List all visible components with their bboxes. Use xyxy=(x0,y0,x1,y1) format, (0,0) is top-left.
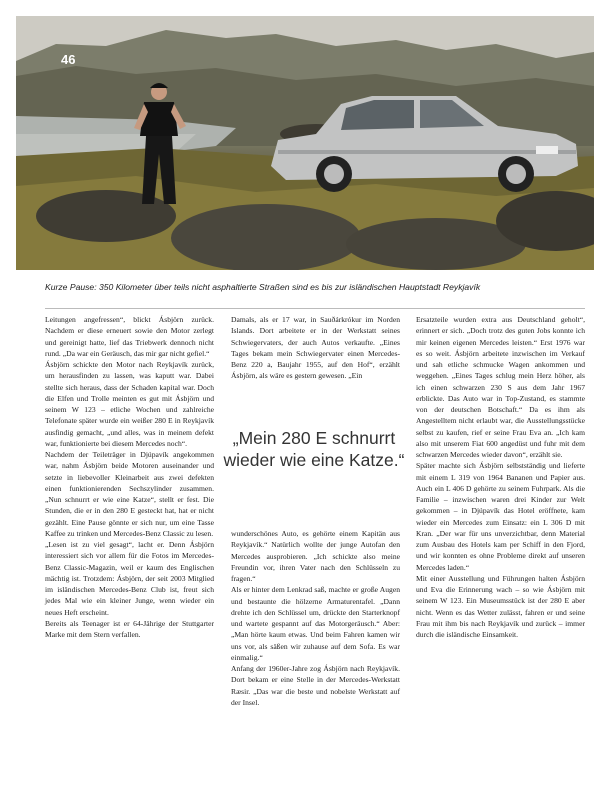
text-column-2-bottom xyxy=(231,528,400,708)
pull-quote: „Mein 280 E schnurrt wieder wie eine Katze.“ xyxy=(223,428,405,470)
photo-caption: Kurze Pause: 350 Kilometer über teils nicht asphaltierte Straßen sind es bis zur isländischen Hauptstadt Reykjavík xyxy=(45,282,481,292)
page-number: 46 xyxy=(61,52,76,67)
paragraph: Als er hinter dem Lenkrad saß, machte er große Augen und bestaunte die hölzerne Armaturentafel. „Dann drehte ich den Schlüssel um, drückte den Starterknopf und wartete gespannt auf das Motorgeräusch.“ Aber: „Man hörte kaum etwas. Und beim Fahren kamen wir uns vor, als säßen wir zuhause auf dem Sofa. Es war einmalig.“ xyxy=(231,585,400,662)
landscape-car-illustration xyxy=(16,16,594,270)
paragraph: Später machte sich Ásbjörn selbstständig und lieferte mit einem L 319 von 1964 Bananen und Papier aus. Auch ein L 406 D gehörte zu seinem Fuhrpark. Als die Familie – inzwischen waren drei Kinder zur Welt gekommen – in Djúpavík das Hotel eröffnete, kam wieder ein Mercedes zum Einsatz: ein L 306 D mit Kran. „Der war für uns unverzichtbar, denn Material zum Ausbau des Hotels kam per Schiff in den Fjord, und wir konnten es ohne Probleme direkt auf unseren Mercedes laden.“ xyxy=(416,461,585,572)
paragraph: Damals, als er 17 war, in Sauðárkrókur im Norden Islands. Dort arbeitete er in der Werkstatt seines Schwiegervaters, der auch Autos verkaufte. „Eines Tages bekam mein Schwiegervater einen Mercedes-Benz 220 a, Baujahr 1955, auf den Hof“, erzählt Ásbjörn, als wäre es gestern gewesen. „Ein xyxy=(231,315,400,381)
paragraph: „Lesen ist zu viel gesagt“, lacht er. Denn Ásbjörn interessiert sich vor allem für die Fotos im Mercedes-Benz Classic-Magazin, weil er kaum des Englischen mächtig ist. Trotzdem: Ásbjörn, der seit 2003 Mitglied im isländischen Mercedes-Benz Club ist, freut sich jedes Mal wie ein kleiner Junge, wenn wieder ein neues Heft erscheint. xyxy=(45,540,214,617)
text-column-1 xyxy=(45,314,214,640)
paragraph: Mit einer Ausstellung und Führungen halten Ásbjörn und Eva die Erinnerung wach – so wie Ásbjörn mit seinem W 123. Ein Museumsstück ist der 280 E aber nicht. Wenn es das Wetter zulässt, fahren er und seine Frau mit ihm bis nach Reykjavík und zurück – immer durch die isländische Einsamkeit. xyxy=(416,573,585,639)
caption-divider xyxy=(45,308,585,309)
text-column-2-top xyxy=(231,314,400,382)
paragraph: Ásbjörn schickte den Motor nach Reykjavík zurück, um herausfinden zu lassen, was kaputt war. Dabei stellte sich heraus, dass der Schaden kapital war. Doch die Elfen und Trolle meinten es gut mit Ásbjörn und seinem W 123 – etliche Wochen und zahlreiche Telefonate später wurde ein weißer 280 E in Reykjavík ausfindig gemacht, „und alles, was in meinem defekt war, funktionierte bei diesem Mercedes noch“. xyxy=(45,360,214,448)
hero-photo xyxy=(16,16,594,270)
paragraph: Bereits als Teenager ist er 64-Jährige der Stuttgarter Marke mit dem Stern verfallen. xyxy=(45,618,214,639)
paragraph: Nachdem der Teileträger in Djúpavík angekommen war, nahm Ásbjörn beide Motoren auseinander und setzte in liebevoller Kleinarbeit aus zwei defekten einen funktionierenden Sechszylinder zusammen. „Nun schnurrt er wie eine Katze“, stellt er fest. Die Stunden, die er in den 280 E gesteckt hat, hat er nicht gezählt. Eine Pause gönnte er sich nur, um eine Tasse Kaffee zu trinken und Mercedes-Benz Classic zu lesen. xyxy=(45,450,214,538)
paragraph: Ersatzteile wurden extra aus Deutschland geholt“, erinnert er sich. „Doch trotz des guten Jobs konnte ich mir keinen eigenen Mercedes leisten.“ Erst 1976 war es so weit. Ásbjörn arbeitete inzwischen im Verkauf und sah etliche schmucke Wagen ankommen und weggehen. „Eines Tages schlug mein Herz höher, als ich einen schwarzen 230 S aus dem Jahr 1967 erblickte. Das Auto war in Top-Zustand, es stammte von der deutschen Botschaft.“ Da es ihm als Angestelltem nicht erlaubt war, die Ausstellungsstücke selbst zu kaufen, rief er seine Frau Eva an. „Ich kam also mit unserem Fiat 600 angedüst und fuhr mit dem schwarzen Mercedes wieder davon“, erzählt sie. xyxy=(416,315,585,459)
paragraph: Anfang der 1960er-Jahre zog Ásbjörn nach Reykjavík. Dort bekam er eine Stelle in der Mercedes-Werkstatt Ræsir. „Das war die beste und nobelste Werkstatt auf der Insel. xyxy=(231,664,400,707)
text-column-3 xyxy=(416,314,585,640)
paragraph: wunderschönes Auto, es gehörte einem Kapitän aus Reykjavík.“ Natürlich wollte der junge Autofan den Mercedes ausprobieren. „Ich schickte also meine Freundin vor, ihren Vater nach den Schlüsseln zu fragen.“ xyxy=(231,529,400,583)
paragraph: Leitungen angefressen“, blickt Ásbjörn zurück. Nachdem er diese erneuert sowie den Motor zerlegt und gereinigt hatte, lief das Triebwerk dennoch nicht rund. „Da war ein Geräusch, das mir gar nicht gefiel.“ xyxy=(45,315,214,358)
